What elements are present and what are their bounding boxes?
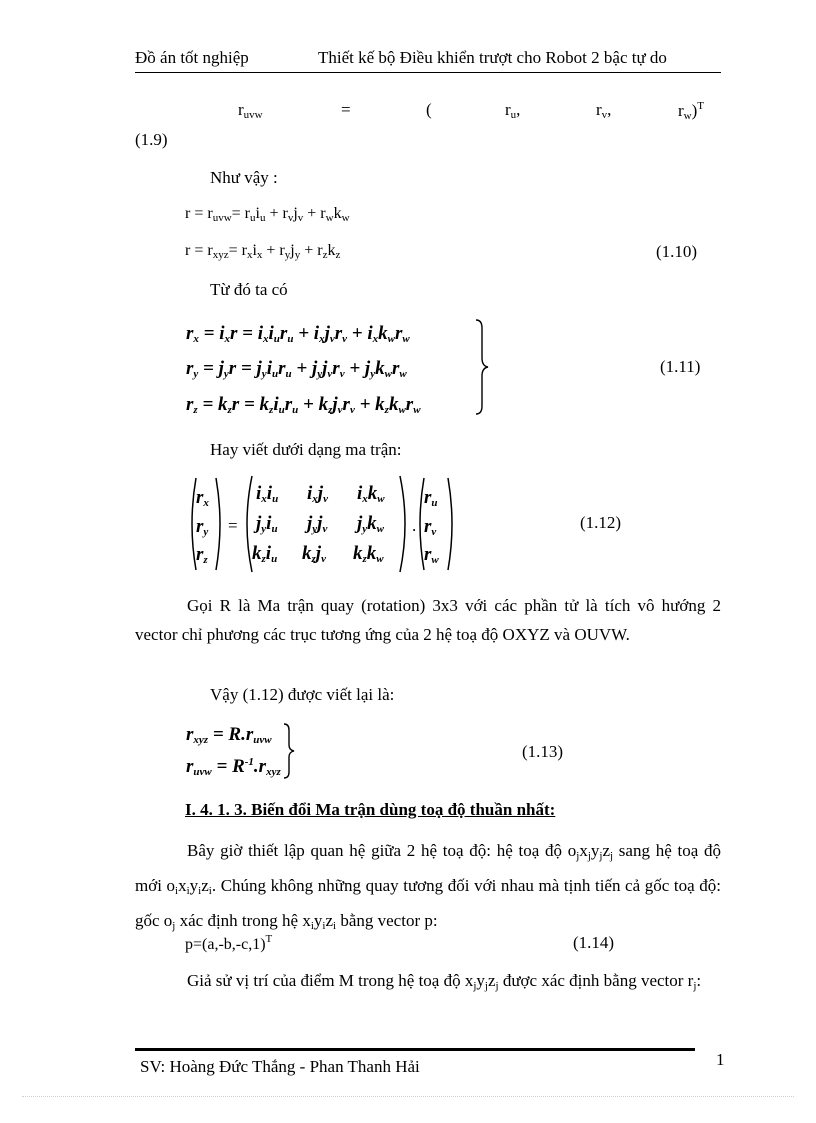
eq-1-9-lhs: $r_{uvw}$ [238,100,263,121]
eq-1-9-open: ( [426,100,432,119]
eq-1-11-row1: $r_x = i_xr = i_xi_ur_u + i_xj_vr_v + i_xk_wr_w$ [186,323,410,345]
eq-1-12-m31: $k_zi_u$ [252,543,278,565]
para-nhu-vay: Như vậy : [210,168,278,187]
eq-1-9-rw: $r_w)^T$ [678,100,705,122]
eq-1-9-label: (1.9) [135,130,168,149]
eq-1-11-brace [474,318,492,416]
eq-1-12-m21: $j_yi_u$ [256,513,278,535]
eq-1-10-label: (1.10) [656,242,698,261]
eq-1-11-row3: $r_z = k_zr = k_zi_ur_u + k_zj_vr_v + k_zk_wr_w$ [186,394,421,416]
footer-rule [135,1048,695,1051]
eq-1-13-row1: $r_{xyz} = R.r_{uvw}$ [186,724,272,746]
eq-1-12-ru: $r_u$ [424,487,438,509]
header-left: Đồ án tốt nghiệp [135,48,249,67]
eq-1-12-equals: = [228,516,238,535]
page-edge-dotted-line [22,1096,794,1097]
eq-1-12-m23: $j_yk_w$ [357,513,385,535]
eq-1-9-ru: $r_u$, [505,100,521,121]
eq-1-10-line1: $r = r_{uvw}= r_ui_u + r_vj_v + r_wk_w$ [185,205,350,224]
eq-1-11-label: (1.11) [660,357,701,376]
eq-1-12-m13: $i_xk_w$ [357,483,385,505]
eq-1-12-m11: $i_xi_u$ [256,483,279,505]
para-gia-su: Giả sử vị trí của điểm M trong hệ toạ độ $x_jy_jz_j$ được xác định bằng vector $r_j$: [187,971,702,992]
para-hay-viet: Hay viết dưới dạng ma trận: [210,440,402,459]
header-rule [135,72,721,73]
eq-1-12-rz: $r_z$ [196,544,208,566]
eq-1-11-row2: $r_y = j_yr = j_yi_ur_u + j_yj_vr_v + j_yk_wr_w$ [186,358,407,380]
page-number: 1 [716,1050,725,1069]
eq-1-12-rv: $r_v$ [424,516,437,538]
para-vay: Vậy (1.12) được viết lại là: [210,685,395,704]
eq-1-9-rv: $r_v$, [596,100,612,121]
eq-1-13-label: (1.13) [522,742,564,761]
eq-1-12-ry: $r_y$ [196,516,209,538]
eq-1-12-label: (1.12) [580,513,622,532]
eq-1-12-m12: $i_xj_v$ [307,483,328,505]
eq-1-14: $p=(a,-b,-c,1)^T$ [185,933,273,953]
eq-1-13-brace [282,722,298,780]
section-heading: I. 4. 1. 3. Biến đổi Ma trận dùng toạ độ thuần nhất: [185,800,556,819]
footer-author: SV: Hoàng Đức Thắng - Phan Thanh Hải [140,1057,420,1076]
eq-1-12-rw: $r_w$ [424,544,439,566]
eq-1-12-m32: $k_zj_v$ [302,543,326,565]
eq-1-9-equals: = [341,100,351,119]
eq-1-12-m22: $j_yj_v$ [307,513,328,535]
para-tu-do: Từ đó ta có [210,280,288,299]
eq-1-12-rx: $r_x$ [196,487,209,509]
eq-1-14-label: (1.14) [573,933,615,952]
eq-1-13-row2: $r_{uvw} = R^{-1}.r_{xyz}$ [186,756,281,778]
para-goi-r: Gọi R là Ma trận quay (rotation) 3x3 với các phần tử là tích vô hướng 2 vector chỉ phương các trục tương ứng của 2 hệ toạ độ OXYZ và OUVW. [135,596,721,644]
para-bay-gio: Bây giờ thiết lập quan hệ giữa 2 hệ toạ độ: hệ toạ độ $o_jx_jy_jz_j$ sang hệ toạ độ mới $o_ix_iy_iz_i$. Chúng không những quay tương đối với nhau mà tịnh tiến cả gốc toạ độ: gốc $o_j$ xác định trong hệ $x_iy_iz_i$ bằng vector p: [135,841,722,932]
header-right: Thiết kế bộ Điều khiển trượt cho Robot 2 bậc tự do [318,48,667,67]
eq-1-10-line2: $r = r_{xyz}= r_xi_x + r_yj_y + r_zk_z$ [185,242,341,261]
eq-1-12-m33: $k_zk_w$ [353,543,384,565]
eq-1-12-dot: . [412,516,417,535]
